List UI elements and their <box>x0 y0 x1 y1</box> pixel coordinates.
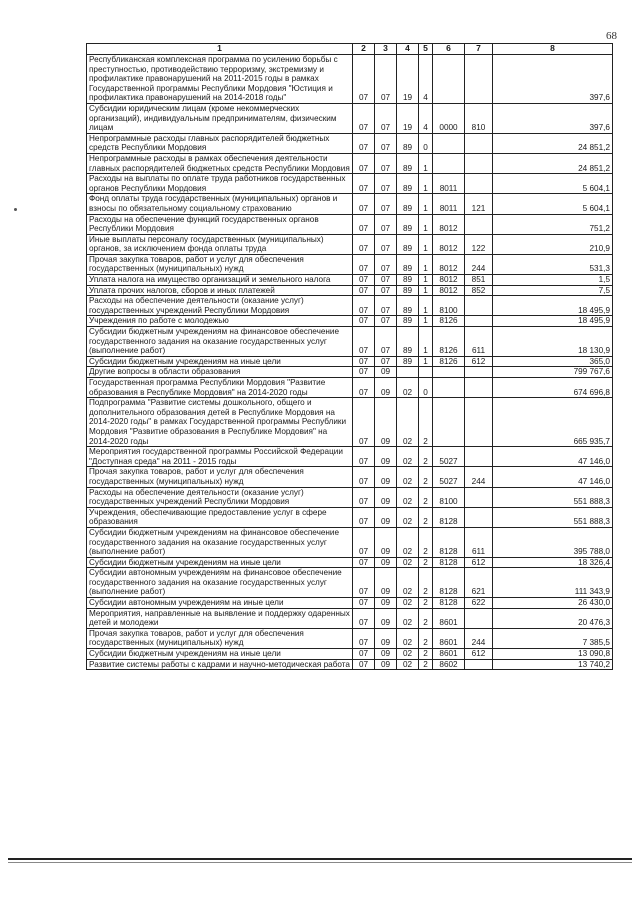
code-target <box>433 153 465 173</box>
code-subprogram: 1 <box>419 275 433 286</box>
code-section: 07 <box>353 467 375 487</box>
row-name: Расходы на обеспечение деятельности (оказание услуг) государственных учреждений Республики Мордовия <box>87 296 353 316</box>
code-section: 07 <box>353 327 375 357</box>
row-name: Расходы на обеспечение функций государственных органов Республики Мордовия <box>87 214 353 234</box>
code-subprogram: 1 <box>419 194 433 214</box>
code-subsection: 07 <box>375 174 397 194</box>
column-header: 3 <box>375 44 397 55</box>
code-subprogram: 2 <box>419 628 433 648</box>
code-program: 02 <box>397 608 419 628</box>
code-section: 07 <box>353 133 375 153</box>
row-name: Республиканская комплексная программа по усилению борьбы с преступностью, противодействию терроризму, экстремизму и профилактике правонарушений на 2011-2015 годы в рамках Государственной программы Республики Мордовия "Юстиция и профилактика правонарушений на 2014-2018 годы" <box>87 55 353 104</box>
code-subprogram: 1 <box>419 214 433 234</box>
code-subsection: 07 <box>375 214 397 234</box>
row-amount: 18 130,9 <box>493 327 613 357</box>
code-target: 8601 <box>433 649 465 660</box>
code-program: 02 <box>397 659 419 670</box>
code-program: 02 <box>397 398 419 447</box>
code-subprogram: 2 <box>419 568 433 598</box>
code-subsection: 09 <box>375 487 397 507</box>
row-amount: 13 740,2 <box>493 659 613 670</box>
code-subsection: 09 <box>375 557 397 568</box>
row-name: Прочая закупка товаров, работ и услуг для обеспечения государственных (муниципальных) нужд <box>87 254 353 274</box>
code-subprogram: 1 <box>419 234 433 254</box>
code-program: 02 <box>397 628 419 648</box>
code-section: 07 <box>353 194 375 214</box>
code-target: 8126 <box>433 356 465 367</box>
row-amount: 674 696,8 <box>493 378 613 398</box>
row-name: Развитие системы работы с кадрами и научно-методическая работа <box>87 659 353 670</box>
code-expense-type: 612 <box>465 557 493 568</box>
code-subsection: 07 <box>375 103 397 133</box>
column-header: 5 <box>419 44 433 55</box>
code-expense-type <box>465 398 493 447</box>
code-target: 5027 <box>433 447 465 467</box>
row-amount: 24 851,2 <box>493 153 613 173</box>
table-row <box>87 234 613 254</box>
table-row <box>87 356 613 367</box>
row-amount: 551 888,3 <box>493 507 613 527</box>
row-amount: 531,3 <box>493 254 613 274</box>
code-target <box>433 133 465 153</box>
code-section: 07 <box>353 296 375 316</box>
table-row <box>87 327 613 357</box>
code-section: 07 <box>353 557 375 568</box>
code-program: 02 <box>397 467 419 487</box>
row-name: Фонд оплаты труда государственных (муниципальных) органов и взносы по обязательному социальному страхованию <box>87 194 353 214</box>
table-row <box>87 507 613 527</box>
code-expense-type: 810 <box>465 103 493 133</box>
table-row <box>87 254 613 274</box>
code-expense-type: 244 <box>465 467 493 487</box>
row-amount: 24 851,2 <box>493 133 613 153</box>
code-subprogram: 1 <box>419 356 433 367</box>
code-section: 07 <box>353 507 375 527</box>
table-row <box>87 527 613 557</box>
code-program: 02 <box>397 378 419 398</box>
code-program: 89 <box>397 133 419 153</box>
row-name: Непрограммные расходы главных распорядителей бюджетных средств Республики Мордовия <box>87 133 353 153</box>
row-name: Прочая закупка товаров, работ и услуг для обеспечения государственных (муниципальных) нужд <box>87 467 353 487</box>
code-program: 02 <box>397 557 419 568</box>
code-section: 07 <box>353 447 375 467</box>
code-section: 07 <box>353 214 375 234</box>
row-amount: 397,6 <box>493 103 613 133</box>
code-subsection: 07 <box>375 285 397 296</box>
code-program: 89 <box>397 153 419 173</box>
code-subprogram: 1 <box>419 316 433 327</box>
code-target: 8128 <box>433 527 465 557</box>
row-name: Субсидии автономным учреждениям на иные цели <box>87 598 353 609</box>
code-subprogram: 1 <box>419 285 433 296</box>
code-section: 07 <box>353 285 375 296</box>
bottom-rule-thin <box>8 862 632 863</box>
code-subsection: 07 <box>375 356 397 367</box>
code-subprogram: 2 <box>419 487 433 507</box>
budget-table <box>86 43 613 670</box>
code-target: 8128 <box>433 557 465 568</box>
row-amount: 665 935,7 <box>493 398 613 447</box>
code-subprogram: 1 <box>419 174 433 194</box>
code-subprogram: 2 <box>419 659 433 670</box>
code-subsection: 07 <box>375 133 397 153</box>
code-program: 02 <box>397 649 419 660</box>
table-row <box>87 153 613 173</box>
code-subprogram: 2 <box>419 467 433 487</box>
code-target: 8012 <box>433 214 465 234</box>
code-section: 07 <box>353 649 375 660</box>
table-row <box>87 467 613 487</box>
row-name: Субсидии автономным учреждениям на финансовое обеспечение государственного задания на оказание государственных услуг (выполнение работ) <box>87 568 353 598</box>
code-program: 02 <box>397 507 419 527</box>
code-expense-type <box>465 659 493 670</box>
code-subsection: 09 <box>375 649 397 660</box>
code-target <box>433 378 465 398</box>
column-header: 2 <box>353 44 375 55</box>
row-name: Расходы на обеспечение деятельности (оказание услуг) государственных учреждений Республики Мордовия <box>87 487 353 507</box>
code-subprogram: 2 <box>419 398 433 447</box>
row-amount: 47 146,0 <box>493 467 613 487</box>
code-expense-type <box>465 378 493 398</box>
code-subsection: 09 <box>375 659 397 670</box>
code-program <box>397 367 419 378</box>
table-row <box>87 487 613 507</box>
code-program: 89 <box>397 285 419 296</box>
row-name: Субсидии юридическим лицам (кроме некоммерческих организаций), индивидуальным предпринимателям, физическим лицам <box>87 103 353 133</box>
table-row <box>87 103 613 133</box>
code-subsection: 09 <box>375 447 397 467</box>
code-program: 89 <box>397 214 419 234</box>
table-row <box>87 608 613 628</box>
row-amount: 26 430,0 <box>493 598 613 609</box>
page-number: 68 <box>606 30 617 42</box>
code-target: 8012 <box>433 234 465 254</box>
code-section: 07 <box>353 234 375 254</box>
column-header: 7 <box>465 44 493 55</box>
row-amount: 365,0 <box>493 356 613 367</box>
row-amount: 7,5 <box>493 285 613 296</box>
code-program: 89 <box>397 194 419 214</box>
code-subprogram: 2 <box>419 527 433 557</box>
row-amount: 7 385,5 <box>493 628 613 648</box>
table-row <box>87 285 613 296</box>
code-expense-type: 852 <box>465 285 493 296</box>
code-section: 07 <box>353 568 375 598</box>
code-section: 07 <box>353 275 375 286</box>
row-name: Расходы на выплаты по оплате труда работников государственных органов Республики Мордовия <box>87 174 353 194</box>
code-target: 8126 <box>433 316 465 327</box>
row-amount: 20 476,3 <box>493 608 613 628</box>
code-expense-type: 622 <box>465 598 493 609</box>
code-subsection: 09 <box>375 628 397 648</box>
column-header: 8 <box>493 44 613 55</box>
code-target: 8126 <box>433 327 465 357</box>
column-header: 1 <box>87 44 353 55</box>
code-program: 02 <box>397 598 419 609</box>
table-row <box>87 649 613 660</box>
row-name: Непрограммные расходы в рамках обеспечения деятельности главных распорядителей бюджетных средств Республики Мордовия <box>87 153 353 173</box>
code-program: 89 <box>397 234 419 254</box>
code-subsection: 07 <box>375 327 397 357</box>
code-program: 89 <box>397 174 419 194</box>
code-expense-type <box>465 367 493 378</box>
code-subprogram: 2 <box>419 608 433 628</box>
code-subsection: 09 <box>375 398 397 447</box>
table-row <box>87 275 613 286</box>
table-row <box>87 398 613 447</box>
code-section: 07 <box>353 659 375 670</box>
row-name: Субсидии бюджетным учреждениям на иные цели <box>87 557 353 568</box>
code-expense-type: 611 <box>465 327 493 357</box>
code-program: 89 <box>397 296 419 316</box>
code-subsection: 09 <box>375 608 397 628</box>
code-subprogram <box>419 367 433 378</box>
code-subprogram: 2 <box>419 598 433 609</box>
code-program: 02 <box>397 527 419 557</box>
row-name: Другие вопросы в области образования <box>87 367 353 378</box>
code-target: 8601 <box>433 628 465 648</box>
table-row <box>87 194 613 214</box>
table-row <box>87 378 613 398</box>
code-section: 07 <box>353 598 375 609</box>
code-program: 02 <box>397 568 419 598</box>
code-subsection: 07 <box>375 275 397 286</box>
code-subsection: 07 <box>375 153 397 173</box>
code-expense-type <box>465 133 493 153</box>
code-program: 19 <box>397 103 419 133</box>
row-name: Мероприятия, направленные на выявление и поддержку одаренных детей и молодежи <box>87 608 353 628</box>
table-row <box>87 659 613 670</box>
table-row <box>87 55 613 104</box>
code-expense-type: 244 <box>465 254 493 274</box>
code-expense-type: 612 <box>465 649 493 660</box>
row-amount: 111 343,9 <box>493 568 613 598</box>
code-target: 8011 <box>433 194 465 214</box>
table-body <box>87 55 613 670</box>
row-amount: 799 767,6 <box>493 367 613 378</box>
code-expense-type <box>465 153 493 173</box>
code-expense-type <box>465 487 493 507</box>
row-name: Уплата прочих налогов, сборов и иных платежей <box>87 285 353 296</box>
code-expense-type <box>465 55 493 104</box>
code-program: 19 <box>397 55 419 104</box>
code-subsection: 07 <box>375 296 397 316</box>
row-amount: 13 090,8 <box>493 649 613 660</box>
code-expense-type: 244 <box>465 628 493 648</box>
code-subprogram: 1 <box>419 327 433 357</box>
code-program: 89 <box>397 356 419 367</box>
code-section: 07 <box>353 55 375 104</box>
code-target: 5027 <box>433 467 465 487</box>
code-subsection: 07 <box>375 194 397 214</box>
code-subsection: 09 <box>375 507 397 527</box>
row-amount: 5 604,1 <box>493 194 613 214</box>
code-expense-type: 851 <box>465 275 493 286</box>
row-name: Учреждения, обеспечивающие предоставление услуг в сфере образования <box>87 507 353 527</box>
code-target: 8128 <box>433 598 465 609</box>
code-target: 0000 <box>433 103 465 133</box>
code-subsection: 09 <box>375 467 397 487</box>
code-target: 8012 <box>433 285 465 296</box>
code-subprogram: 1 <box>419 153 433 173</box>
code-expense-type: 121 <box>465 194 493 214</box>
table-row <box>87 557 613 568</box>
code-expense-type: 611 <box>465 527 493 557</box>
row-amount: 5 604,1 <box>493 174 613 194</box>
row-name: Учреждения по работе с молодежью <box>87 316 353 327</box>
row-name: Субсидии бюджетным учреждениям на иные цели <box>87 649 353 660</box>
row-name: Прочая закупка товаров, работ и услуг для обеспечения государственных (муниципальных) нужд <box>87 628 353 648</box>
code-target: 8601 <box>433 608 465 628</box>
code-subprogram: 4 <box>419 103 433 133</box>
code-target: 8011 <box>433 174 465 194</box>
table-header-row <box>87 44 613 55</box>
code-subprogram: 2 <box>419 649 433 660</box>
column-header: 6 <box>433 44 465 55</box>
code-section: 07 <box>353 628 375 648</box>
table-row <box>87 296 613 316</box>
code-section: 07 <box>353 487 375 507</box>
row-amount: 395 788,0 <box>493 527 613 557</box>
code-subprogram: 2 <box>419 507 433 527</box>
scan-dot <box>14 208 17 211</box>
code-expense-type <box>465 296 493 316</box>
row-name: Уплата налога на имущество организаций и земельного налога <box>87 275 353 286</box>
row-amount: 18 326,4 <box>493 557 613 568</box>
table-row <box>87 568 613 598</box>
code-expense-type <box>465 507 493 527</box>
table-row <box>87 214 613 234</box>
code-subsection: 09 <box>375 598 397 609</box>
code-subprogram: 0 <box>419 378 433 398</box>
code-subsection: 09 <box>375 568 397 598</box>
code-target: 8012 <box>433 254 465 274</box>
code-expense-type <box>465 316 493 327</box>
code-target: 8012 <box>433 275 465 286</box>
code-expense-type: 621 <box>465 568 493 598</box>
code-section: 07 <box>353 367 375 378</box>
table-row <box>87 174 613 194</box>
code-subsection: 07 <box>375 254 397 274</box>
row-amount: 397,6 <box>493 55 613 104</box>
row-amount: 18 495,9 <box>493 316 613 327</box>
code-section: 07 <box>353 378 375 398</box>
code-program: 02 <box>397 447 419 467</box>
row-amount: 751,2 <box>493 214 613 234</box>
row-name: Государственная программа Республики Мордовия "Развитие образования в Республике Мордовия" на 2014-2020 годы <box>87 378 353 398</box>
code-program: 89 <box>397 254 419 274</box>
code-subsection: 09 <box>375 378 397 398</box>
code-section: 07 <box>353 153 375 173</box>
code-section: 07 <box>353 254 375 274</box>
row-amount: 18 495,9 <box>493 296 613 316</box>
row-amount: 47 146,0 <box>493 447 613 467</box>
row-name: Подпрограмма "Развитие системы дошкольного, общего и дополнительного образования детей в Республике Мордовия на 2014-2020 годы" в рамках Государственной программы Республики Мордовия "Развитие образования в Республике Мордовия" на 2014-2020 годы <box>87 398 353 447</box>
code-target: 8100 <box>433 296 465 316</box>
column-header: 4 <box>397 44 419 55</box>
code-target: 8100 <box>433 487 465 507</box>
code-subsection: 09 <box>375 527 397 557</box>
code-section: 07 <box>353 608 375 628</box>
bottom-rule <box>8 858 632 860</box>
table-row <box>87 598 613 609</box>
row-name: Субсидии бюджетным учреждениям на финансовое обеспечение государственного задания на оказание государственных услуг (выполнение работ) <box>87 527 353 557</box>
code-target: 8128 <box>433 568 465 598</box>
row-amount: 551 888,3 <box>493 487 613 507</box>
table-row <box>87 133 613 153</box>
code-subsection: 07 <box>375 234 397 254</box>
code-subprogram: 4 <box>419 55 433 104</box>
code-expense-type <box>465 447 493 467</box>
row-name: Мероприятия государственной программы Российской Федерации "Доступная среда" на 2011 - 2015 годы <box>87 447 353 467</box>
table-row <box>87 628 613 648</box>
code-target <box>433 367 465 378</box>
row-amount: 1,5 <box>493 275 613 286</box>
code-section: 07 <box>353 398 375 447</box>
code-subsection: 09 <box>375 367 397 378</box>
row-name: Субсидии бюджетным учреждениям на иные цели <box>87 356 353 367</box>
code-program: 02 <box>397 487 419 507</box>
code-subprogram: 2 <box>419 557 433 568</box>
code-program: 89 <box>397 275 419 286</box>
code-expense-type <box>465 174 493 194</box>
table-row <box>87 367 613 378</box>
code-subprogram: 2 <box>419 447 433 467</box>
code-section: 07 <box>353 103 375 133</box>
code-expense-type: 612 <box>465 356 493 367</box>
code-target <box>433 398 465 447</box>
table-row <box>87 447 613 467</box>
code-section: 07 <box>353 527 375 557</box>
code-subsection: 07 <box>375 55 397 104</box>
row-amount: 210,9 <box>493 234 613 254</box>
code-subprogram: 1 <box>419 296 433 316</box>
row-name: Субсидии бюджетным учреждениям на финансовое обеспечение государственного задания на оказание государственных услуг (выполнение работ) <box>87 327 353 357</box>
code-section: 07 <box>353 174 375 194</box>
code-subprogram: 1 <box>419 254 433 274</box>
code-expense-type <box>465 608 493 628</box>
row-name: Иные выплаты персоналу государственных (муниципальных) органов, за исключением фонда оплаты труда <box>87 234 353 254</box>
code-target <box>433 55 465 104</box>
code-section: 07 <box>353 356 375 367</box>
code-subprogram: 0 <box>419 133 433 153</box>
code-section: 07 <box>353 316 375 327</box>
code-subsection: 07 <box>375 316 397 327</box>
code-program: 89 <box>397 316 419 327</box>
code-target: 8602 <box>433 659 465 670</box>
code-expense-type <box>465 214 493 234</box>
code-program: 89 <box>397 327 419 357</box>
code-expense-type: 122 <box>465 234 493 254</box>
code-target: 8128 <box>433 507 465 527</box>
table-row <box>87 316 613 327</box>
